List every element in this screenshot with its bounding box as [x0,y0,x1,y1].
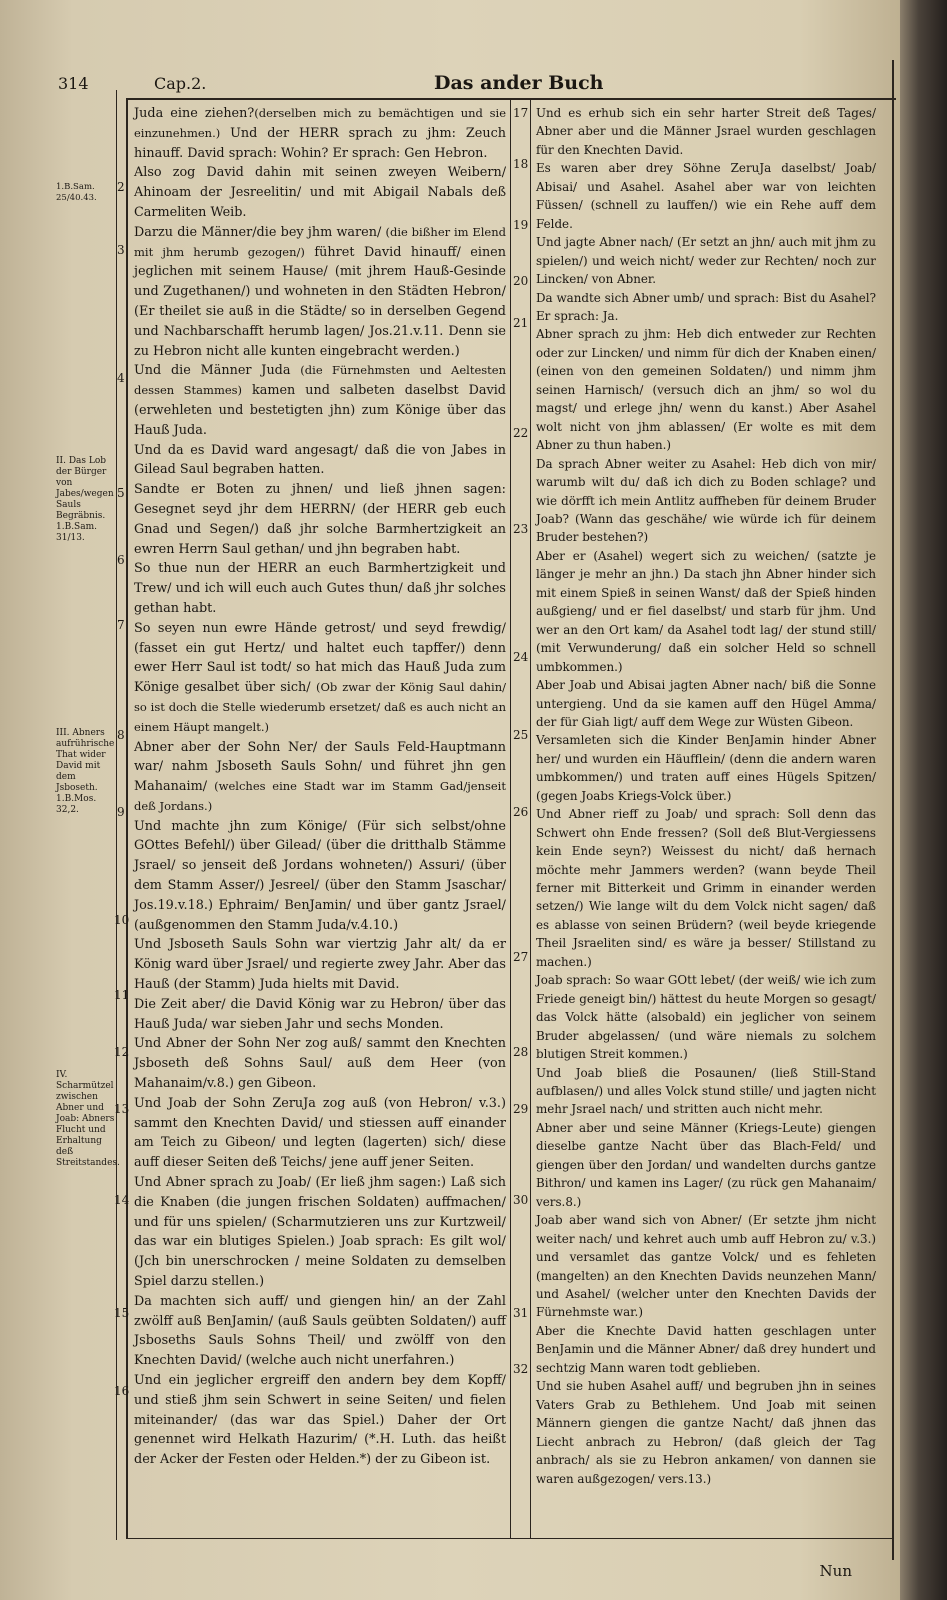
verse-text: Und Jsboseth Sauls Sohn war viertzig Jahr alt/ da er König ward über Jsrael/ und regierte zwey Jahr. Aber das Hauß (der Stamm) Juda hielts mit David. [134,937,506,993]
left-text-column [134,104,506,1470]
verse-text: Da sprach Abner weiter zu Asahel: Heb dich von mir/ warumb wilt du/ daß ich dich zu Boden schlage? und wie dörfft ich mein Antlitz auffheben für deinem Bruder Joab? (Wann das geschähe/ wie würde ich für deinem Bruder bestehen?) [536,456,876,545]
verse-text: Und Joab der Sohn ZeruJa zog auß (von Hebron/ v.3.) sammt den Knechten David/ und stiessen auff einander am Teich zu Gibeon/ und legten (lagerten) sich/ diese auff dieser Seiten deß Teichs/ jene auff jener Seiten. [134,1095,506,1171]
verse-number: 27 [513,950,529,964]
right-text-column [536,104,876,1488]
verse-text: Aber er (Asahel) wegert sich zu weichen/ (satzte je länger je mehr an jhn.) Da stach jhn Abner hinder sich mit einem Spieß in seinen Wanst/ daß der Spieß hinden außgieng/ und er fiel daselbst/ und starb für jhm. Und wer an den Ort kam/ da Asahel todt lag/ der stund still/ (mit Verwunderung/ daß ein solcher Held so schnell umbkommen.) [536,548,876,674]
verse-number: 21 [513,316,529,330]
verse-text-continued: Und der HERR sprach zu jhm: Zeuch hinauff. David sprach: Wohin? Er sprach: Gen Hebron. [134,125,506,161]
verse-number: 30 [513,1193,529,1207]
verse-text: Und Abner der Sohn Ner zog auß/ sammt den Knechten Jsboseth deß Sohns Saul/ auß dem Heer (von Mahanaim/v.8.) gen Gibeon. [134,1036,506,1092]
verse-text: Und die Männer Juda [134,363,291,379]
verse-text [134,1034,506,1093]
verse-number: 15 [114,1306,130,1320]
verse-number: 8 [117,728,125,742]
footer-rule [126,1538,892,1539]
book-edge-shadow [900,0,947,1600]
verse-text: Abner aber und seine Männer (Kriegs-Leute) giengen dieselbe gantze Nacht über das Blach-Feld/ und giengen über den Jordan/ und wandelten durchs gantze Bithron/ und kamen ins Lager/ (zu rück gen Mahanaim/ vers.8.) [536,1120,876,1209]
verse-text: Also zog David dahin mit seinen zweyen Weibern/ Ahinoam der Jesreelitin/ und mit Abigail Nabals deß Carmeliten Weib. [134,165,506,220]
verse-number: 3 [117,243,125,257]
verse-text: Da machten sich auff/ und giengen hin/ an der Zahl zwölff auß BenJamin/ (auß Sauls geübten Soldaten/) auff Jsboseths Sauls Sohns Theil/ und zwölff von den Knechten David/ (welche auch nicht unerfahren.) [134,1293,506,1369]
verse-number: 2 [117,180,125,194]
verse-number: 10 [114,913,130,927]
verse-gloss: (welches eine Stadt war im Stamm Gad/jenseit deß Jordans.) [134,779,506,813]
right-border-rule [892,60,894,1560]
verse-text: Und ein jeglicher ergreiff den andern bey dem Kopff/ und stieß jhm sein Schwert in seine Seiten/ und fielen miteinander/ (das war das Spiel.) Daher der Ort genennet wird Helkath Hazurim/ (*.H. Luth. das heißt der Acker der Festen oder Helden.*) der zu Gibeon ist. [134,1373,506,1468]
verse-text: Und Abner rieff zu Joab/ und sprach: Soll denn das Schwert ohn Ende fressen? (Soll deß Blut-Vergiessens kein Ende seyn?) Weissest du nicht/ daß hernach möchte mehr Jammers werden? (wann beyde Theil ferner mit Bitterkeit und Grimm in einander werden setzen/) Wie lange wilt du dem Volck nicht sagen/ daß es ablasse von seinen Brüdern? (weil beyde kriegende Theil Jsraeliten sind/ es wäre ja besser/ Stillstand zu machen.) [536,807,876,969]
center-divider-right [530,98,531,1538]
verse-text [134,361,506,440]
left-border-rule [126,98,128,1538]
verse-text [134,104,506,163]
verse-number: 22 [513,426,529,440]
verse-text: So seyen nun ewre Hände getrost/ und seyd frewdig/ (fasset ein gut Hertz/ und haltet euch tapffer/) denn ewer Herr Saul ist todt/ so hat mich das Hauß Juda zum Könige gesalbet über sich/ [134,620,506,696]
verse-number: 11 [114,988,130,1002]
verse-text [134,223,506,362]
margin-section-4-text: IV. Scharmützel zwischen Abner und Joab: Abners Flucht und Erhaltung deß Streitstandes. [56,1070,120,1168]
verse-text: Es waren aber drey Söhne ZeruJa daselbst/ Joab/ Abisai/ und Asahel. Asahel aber war von leichten Füssen/ (schnell zu lauffen/) wie ein Rehe auff dem Felde. [536,161,876,231]
header-rule [126,98,896,100]
margin-section-2-text: II. Das Lob der Bürger von Jabes/wegen Sauls Begräbnis. 1.B.Sam. 31/13. [56,456,114,543]
verse-text: Und Abner sprach zu Joab/ (Er ließ jhm sagen:) Laß sich die Knaben (die jungen frischen Soldaten) auffmachen/ und für uns spielen/ (Scharmutzieren uns zur Kurtzweil/ das war ein blutiges Spielen.) Joab sprach: Es gilt wol/ (Jch bin unerschrocken / meine Soldaten zu demselben Spiel darzu stellen.) [134,1175,506,1290]
verse-number: 12 [114,1045,130,1059]
verse-number: 7 [117,618,125,632]
verse-number: 13 [114,1102,130,1116]
verse-number: 28 [513,1045,529,1059]
verse-text [134,738,506,817]
verse-text [134,619,506,738]
verse-text: Aber Joab und Abisai jagten Abner nach/ biß die Sonne untergieng. Und da sie kamen auff den Hügel Amma/ der für Giah ligt/ auff dem Wege zur Wüsten Gibeon. [536,678,876,729]
verse-text: Darzu die Männer/die bey jhm waren/ [134,224,382,240]
verse-text: Joab sprach: So waar GOtt lebet/ (der weiß/ wie ich zum Friede geneigt bin/) hättest du heute Morgen so gesagt/ das Volck hätte (alsobald) ein jeglicher von seinem Bruder abgelassen/ (und wäre niemals zu solchem blutigen Streit kommen.) [536,973,876,1062]
verse-gloss: (Ob zwar der König Saul dahin/ so ist doch die Stelle wiederumb ersetzet/ daß es auch nicht an einem Häupt mangelt.) [134,680,506,734]
verse-text: Sandte er Boten zu jhnen/ und ließ jhnen sagen: Gesegnet seyd jhr dem HERRN/ (der HERR geb euch Gnad und Segen/) daß jhr solche Barmhertzigkeit an ewren Herrn Saul gethan/ und jhn begraben habt. [134,482,506,557]
verse-text: Und machte jhn zum Könige/ (Für sich selbst/ohne GOttes Befehl/) über Gilead/ (über die dritthalb Stämme Jsrael/ so jenseit deß Jordans wohneten/) Assuri/ (über dem Stamm Asser/) Jesreel/ (über den Stamm Jsaschar/ Jos.19.v.18.) Ephraim/ BenJamin/ und über gantz Jsrael/ (außgenommen den Stamm Juda/v.4.10.) [134,818,506,933]
verse-gloss: (derselben mich zu bemächtigen und sie einzunehmen.) [134,106,506,140]
verse-text: So thue nun der HERR an euch Barmhertzigkeit und Trew/ und ich will euch auch Gutes thun/ daß jhr solches gethan habt. [134,561,506,616]
verse-gloss: (die bißher im Elend mit jhm herumb gezogen/) [134,224,506,259]
verse-text: Abner sprach zu jhm: Heb dich entweder zur Rechten oder zur Lincken/ und nimm für dich der Knaben einen/ (einen von den gemeinen Soldaten/) und nimm jhm seinen Harnisch/ (versuch dich an jhm/ so wol du magst/ und erlege jhn/ wenn du kanst.) Aber Asahel wolt nicht von jhm ablassen/ (Er wolte es mit dem Abner zu thun haben.) [536,327,876,453]
verse-text: Und Joab bließ die Posaunen/ (ließ Still-Stand aufblasen/) und alles Volck stund stille/ und jagten nicht mehr Jsrael nach/ und stritten auch nicht mehr. [536,1065,876,1117]
verse-text: Die Zeit aber/ die David König war zu Hebron/ über das Hauß Juda/ war sieben Jahr und sechs Monden. [134,996,506,1032]
margin-section-3-text: III. Abners aufrührische That wider David mit dem Jsboseth. 1.B.Mos. 32,2. [56,728,115,815]
verse-number: 4 [117,371,125,385]
chapter-label: Cap.2. [154,74,207,93]
margin-note-ref [56,182,118,204]
verse-number: 14 [114,1193,130,1207]
verse-number: 31 [513,1306,529,1320]
verse-text: Juda eine ziehen? [134,106,255,121]
page-header [58,74,878,98]
center-divider-left [510,98,511,1538]
verse-number: 9 [117,805,125,819]
verse-number: 26 [513,805,529,819]
verse-number: 23 [513,522,529,536]
verse-number: 24 [513,650,529,664]
verse-text: Joab aber wand sich von Abner/ (Er setzte jhm nicht weiter nach/ und kehret auch umb auff Hebron zu/ v.3.) und versamlet das gantze Volck/ und es fehleten (mangelten) an den Knechten Davids neunzehen Mann/ und Asahel/ (welcher unter den Knechten Davids der Fürnehmste war.) [536,1213,876,1320]
margin-note-section-2 [56,456,118,544]
verse-text: Aber die Knechte David hatten geschlagen unter BenJamin und die Männer Abner/ daß drey hundert und sechtzig Mann waren todt geblieben. [536,1323,876,1375]
verse-text: Abner aber der Sohn Ner/ der Sauls Feld-Hauptmann war/ nahm Jsboseth Sauls Sohn/ und führet jhn gen Mahanaim/ [134,739,506,795]
verse-text: Und sie huben Asahel auff/ und begruben jhn in seines Vaters Grab zu Bethlehem. Und Joab mit seinen Männern giengen die gantze Nacht/ daß jhnen das Liecht anbrach zu Hebron/ (daß gleich der Tag anbrach/ als sie zu Hebron ankamen/ von dannen sie waren außgezogen/ vers.13.) [536,1379,876,1486]
verse-number: 18 [513,157,529,171]
margin-note-section-3 [56,728,118,816]
verse-text-continued: kamen und salbeten daselbst David (erwehleten und bestetigten jhn) zum Könige über das Hauß Juda. [134,383,506,438]
verse-text: Und jagte Abner nach/ (Er setzt an jhn/ auch mit jhm zu spielen/) und weich nicht/ weder zur Rechten/ noch zur Lincken/ von Abner. [536,235,876,287]
page-number: 314 [58,74,89,93]
verse-text: Und es erhub sich ein sehr harter Streit deß Tages/ Abner aber und die Männer Jsrael wurden geschlagen für den Knechten David. [536,106,876,157]
verse-number: 25 [513,728,529,742]
verse-number: 32 [513,1362,529,1376]
verse-text: Versamleten sich die Kinder BenJamin hinder Abner her/ und wurden ein Häufflein/ (denn die andern waren umbkommen/) und traten auff eines Hügels Spitzen/ (gegen Joabs Kriegs-Volck über.) [536,733,876,803]
verse-number: 5 [117,486,125,500]
verse-number: 29 [513,1102,529,1116]
catchword: Nun [819,1562,852,1580]
verse-gloss: (die Fürnehmsten und Aeltesten dessen Stammes) [134,363,506,398]
running-head: Das ander Buch [434,72,604,94]
verse-number: 20 [513,274,529,288]
verse-number: 6 [117,553,125,567]
verse-text: Und da es David ward angesagt/ daß die von Jabes in Gilead Saul begraben hatten. [134,442,506,478]
margin-ref-text: 1.B.Sam. 25/40.43. [56,182,97,203]
verse-number: 19 [513,218,529,232]
verse-text-continued: führet David hinauff/ einen jeglichen mit seinem Hause/ (mit jhrem Hauß-Gesinde und Zugethanen/) und wohneten in den Städten Hebron/ (Er theilet sie auß in die Städte/ so in derselben Gegend und Nachbarschafft herumb lagen/ Jos.21.v.11. Denn sie zu Hebron nicht alle kunten eingebracht werden.) [134,244,506,359]
verse-text: Da wandte sich Abner umb/ und sprach: Bist du Asahel? Er sprach: Ja. [536,290,876,323]
margin-note-section-4 [56,1070,118,1169]
verse-number: 16 [114,1384,130,1398]
verse-text [134,441,506,481]
verse-number: 17 [513,106,529,120]
